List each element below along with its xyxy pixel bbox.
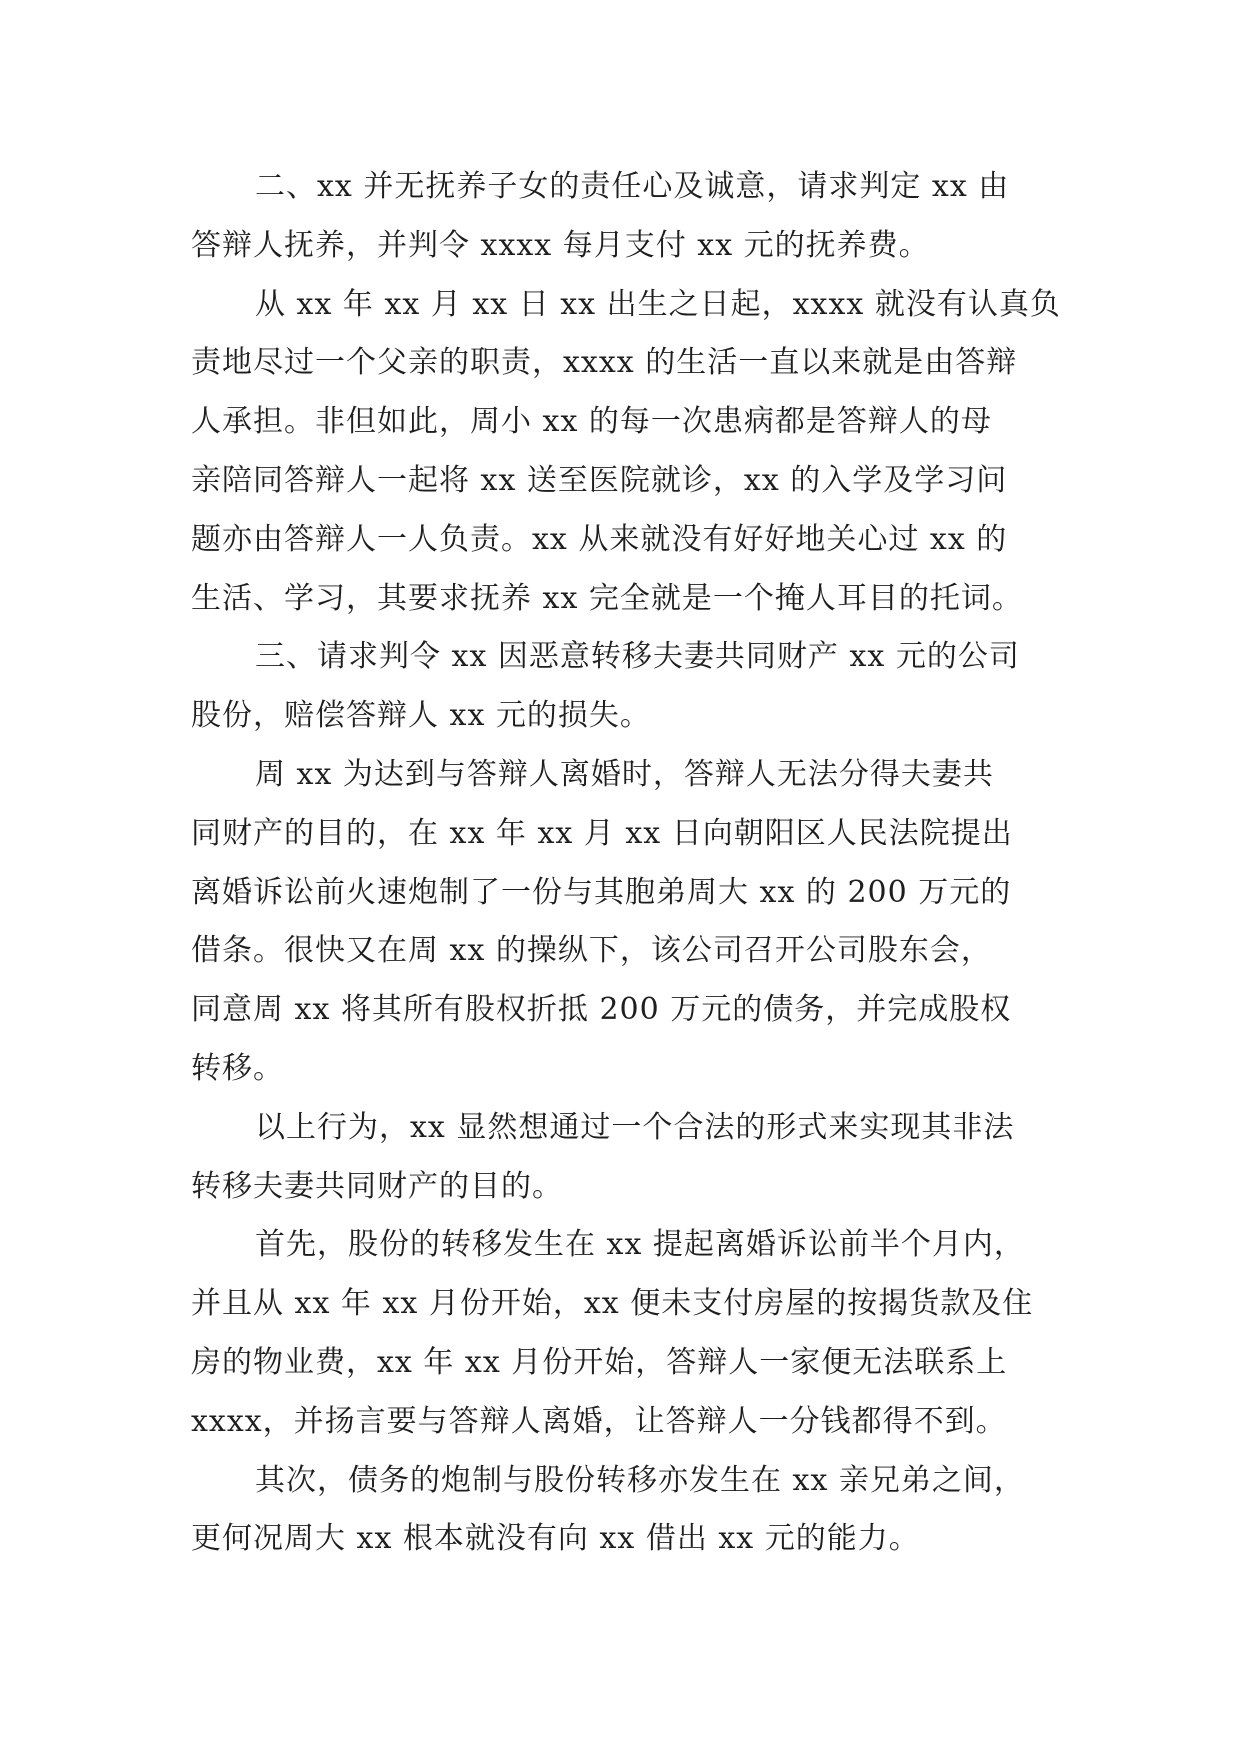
text-line: 人承担。非但如此，周小 xx 的每一次患病都是答辩人的母 (191, 404, 992, 440)
text-line: 同财产的目的，在 xx 年 xx 月 xx 日向朝阳区人民法院提出 (191, 815, 1013, 851)
document-body (191, 158, 1061, 1569)
paragraph-claim-two (191, 158, 1051, 276)
paragraph-second-point (191, 1452, 1051, 1570)
text-line: 从 xx 年 xx 月 xx 日 xx 出生之日起，xxxx 就没有认真负 (255, 286, 1061, 322)
text-line: 答辩人抚养，并判令 xxxx 每月支付 xx 元的抚养费。 (191, 227, 930, 263)
text-line: 以上行为，xx 显然想通过一个合法的形式来实现其非法 (255, 1109, 1015, 1145)
paragraph-intent (191, 1099, 1051, 1217)
text-line: 首先，股份的转移发生在 xx 提起离婚诉讼前半个月内， (255, 1227, 1025, 1263)
text-line: 转移。 (191, 1050, 284, 1086)
text-line: 房的物业费，xx 年 xx 月份开始，答辩人一家便无法联系上 (191, 1344, 1008, 1380)
text-line: xxxx，并扬言要与答辩人离婚，让答辩人一分钱都得不到。 (191, 1403, 1007, 1439)
paragraph-asset-transfer (191, 746, 1051, 1099)
text-line: 三、请求判令 xx 因恶意转移夫妻共同财产 xx 元的公司 (255, 639, 1020, 675)
paragraph-claim-three (191, 628, 1051, 746)
text-line: 转移夫妻共同财产的目的。 (191, 1168, 563, 1204)
text-line: 生活、学习，其要求抚养 xx 完全就是一个掩人耳目的托词。 (191, 580, 1023, 616)
text-line: 题亦由答辩人一人负责。xx 从来就没有好好地关心过 xx 的 (191, 521, 1008, 557)
text-line: 离婚诉讼前火速炮制了一份与其胞弟周大 xx 的 200 万元的 (191, 874, 1012, 910)
text-line: 并且从 xx 年 xx 月份开始，xx 便未支付房屋的按揭货款及住 (191, 1286, 1034, 1322)
text-line: 借条。很快又在周 xx 的操纵下，该公司召开公司股东会， (191, 933, 992, 969)
text-line: 同意周 xx 将其所有股权折抵 200 万元的债务，并完成股权 (191, 992, 1012, 1028)
paragraph-first-point (191, 1216, 1051, 1451)
text-line: 股份，赔偿答辩人 xx 元的损失。 (191, 698, 651, 734)
text-line: 周 xx 为达到与答辩人离婚时，答辩人无法分得夫妻共 (255, 756, 994, 792)
text-line: 责地尽过一个父亲的职责，xxxx 的生活一直以来就是由答辩 (191, 345, 1018, 381)
text-line: 亲陪同答辩人一起将 xx 送至医院就诊，xx 的入学及学习问 (191, 462, 1008, 498)
text-line: 更何况周大 xx 根本就没有向 xx 借出 xx 元的能力。 (191, 1521, 920, 1557)
text-line: 其次，债务的炮制与股份转移亦发生在 xx 亲兄弟之间， (255, 1462, 1025, 1498)
paragraph-custody-reason (191, 276, 1061, 629)
text-line: 二、xx 并无抚养子女的责任心及诚意，请求判定 xx 由 (255, 169, 1010, 204)
